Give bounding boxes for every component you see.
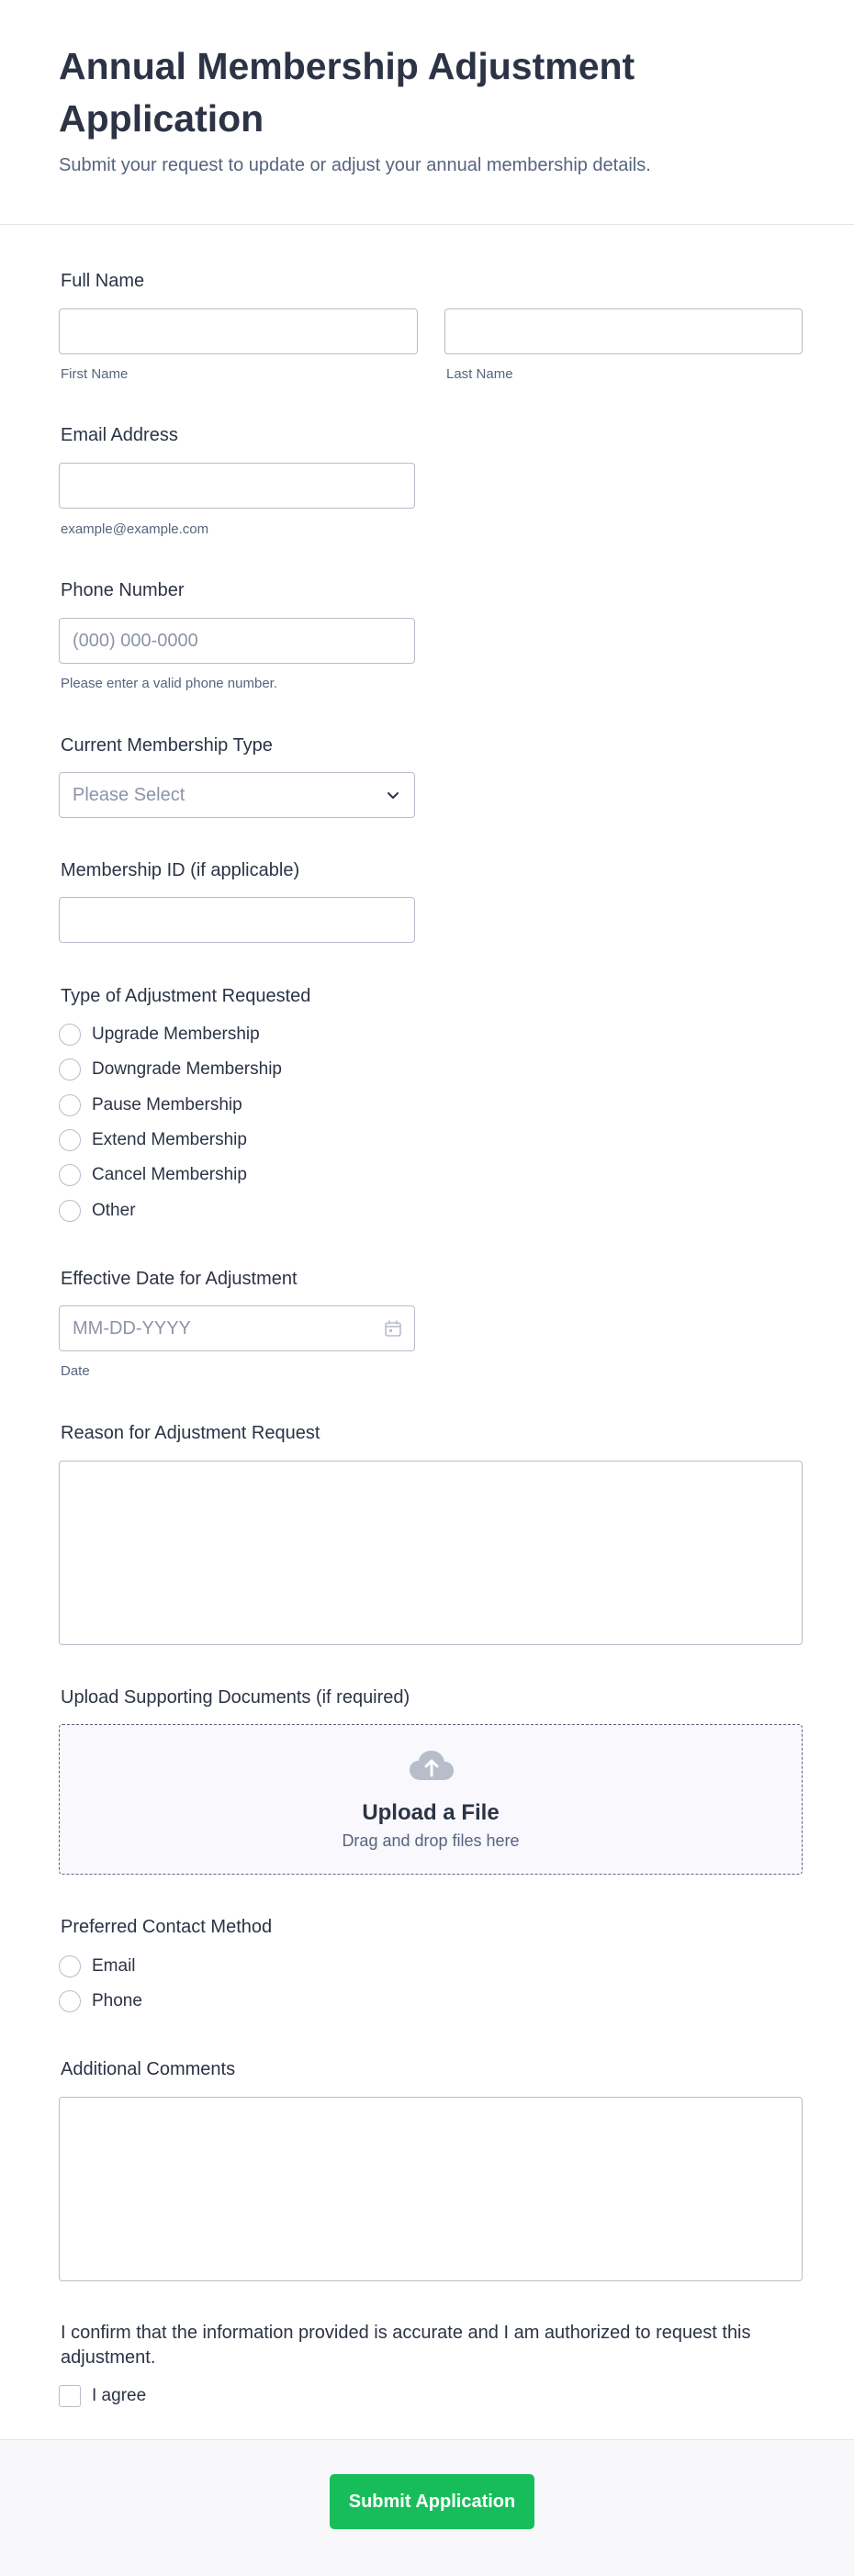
effective-date-placeholder: MM-DD-YYYY	[73, 1318, 191, 1338]
radio-label: Phone	[92, 1991, 142, 2010]
agree-checkbox-row[interactable]	[59, 2383, 146, 2409]
phone-sublabel: Please enter a valid phone number.	[61, 676, 277, 691]
membership-id-label: Membership ID (if applicable)	[61, 860, 300, 880]
phone-label: Phone Number	[61, 580, 185, 600]
adjustment-type-label: Type of Adjustment Requested	[61, 986, 311, 1006]
form-footer	[0, 2439, 854, 2576]
first-name-input[interactable]	[59, 308, 418, 354]
email-sublabel: example@example.com	[61, 521, 209, 537]
radio-button[interactable]	[59, 1990, 81, 2012]
file-upload-dropzone[interactable]	[59, 1724, 803, 1875]
membership-type-selected: Please Select	[73, 785, 185, 805]
cloud-upload-icon	[408, 1749, 455, 1784]
radio-option-email[interactable]	[59, 1954, 136, 1979]
last-name-sublabel: Last Name	[446, 366, 513, 382]
calendar-icon[interactable]	[383, 1318, 403, 1338]
membership-type-label: Current Membership Type	[61, 735, 273, 756]
phone-input[interactable]	[59, 618, 415, 664]
email-label: Email Address	[61, 425, 178, 445]
membership-type-select[interactable]	[59, 772, 415, 818]
full-name-label: Full Name	[61, 271, 145, 291]
agree-checkbox[interactable]	[59, 2385, 81, 2407]
radio-option-phone[interactable]	[59, 1988, 142, 2014]
effective-date-sublabel: Date	[61, 1363, 90, 1379]
radio-button[interactable]	[59, 1094, 81, 1116]
effective-date-label: Effective Date for Adjustment	[61, 1269, 298, 1289]
radio-option-other[interactable]	[59, 1198, 136, 1224]
radio-button[interactable]	[59, 1200, 81, 1222]
phone-placeholder: (000) 000-0000	[73, 631, 198, 651]
radio-button[interactable]	[59, 1955, 81, 1977]
radio-button[interactable]	[59, 1129, 81, 1151]
email-input[interactable]	[59, 463, 415, 509]
effective-date-input[interactable]	[59, 1305, 415, 1351]
radio-label: Email	[92, 1956, 136, 1976]
radio-button[interactable]	[59, 1024, 81, 1046]
radio-label: Pause Membership	[92, 1095, 242, 1114]
upload-label: Upload Supporting Documents (if required)	[61, 1687, 410, 1708]
contact-method-label: Preferred Contact Method	[61, 1917, 273, 1937]
radio-option-pause[interactable]	[59, 1092, 242, 1118]
comments-textarea[interactable]	[59, 2097, 803, 2281]
radio-label: Downgrade Membership	[92, 1059, 282, 1079]
radio-label: Other	[92, 1201, 136, 1220]
radio-option-upgrade[interactable]	[59, 1022, 260, 1047]
radio-label: Extend Membership	[92, 1130, 247, 1149]
form-subtitle: Submit your request to update or adjust your annual membership details.	[59, 155, 651, 175]
last-name-input[interactable]	[444, 308, 803, 354]
radio-option-downgrade[interactable]	[59, 1057, 282, 1082]
upload-subtitle: Drag and drop files here	[342, 1831, 520, 1850]
reason-textarea[interactable]	[59, 1461, 803, 1645]
form-title: Annual Membership Adjustment Application	[59, 45, 635, 140]
radio-option-cancel[interactable]	[59, 1162, 247, 1188]
membership-id-input[interactable]	[59, 897, 415, 943]
chevron-down-icon	[385, 787, 401, 803]
radio-label: Upgrade Membership	[92, 1025, 260, 1044]
submit-button[interactable]: Submit Application	[330, 2474, 534, 2529]
radio-option-extend[interactable]	[59, 1127, 247, 1153]
agree-checkbox-label: I agree	[92, 2386, 147, 2405]
form-header	[0, 0, 854, 225]
comments-label: Additional Comments	[61, 2059, 236, 2079]
radio-label: Cancel Membership	[92, 1165, 247, 1184]
first-name-sublabel: First Name	[61, 366, 129, 382]
radio-button[interactable]	[59, 1164, 81, 1186]
radio-button[interactable]	[59, 1058, 81, 1081]
upload-title: Upload a File	[362, 1800, 500, 1825]
reason-label: Reason for Adjustment Request	[61, 1423, 320, 1443]
confirmation-label: I confirm that the information provided is accurate and I am authorized to request this adjustment.	[61, 2323, 751, 2368]
